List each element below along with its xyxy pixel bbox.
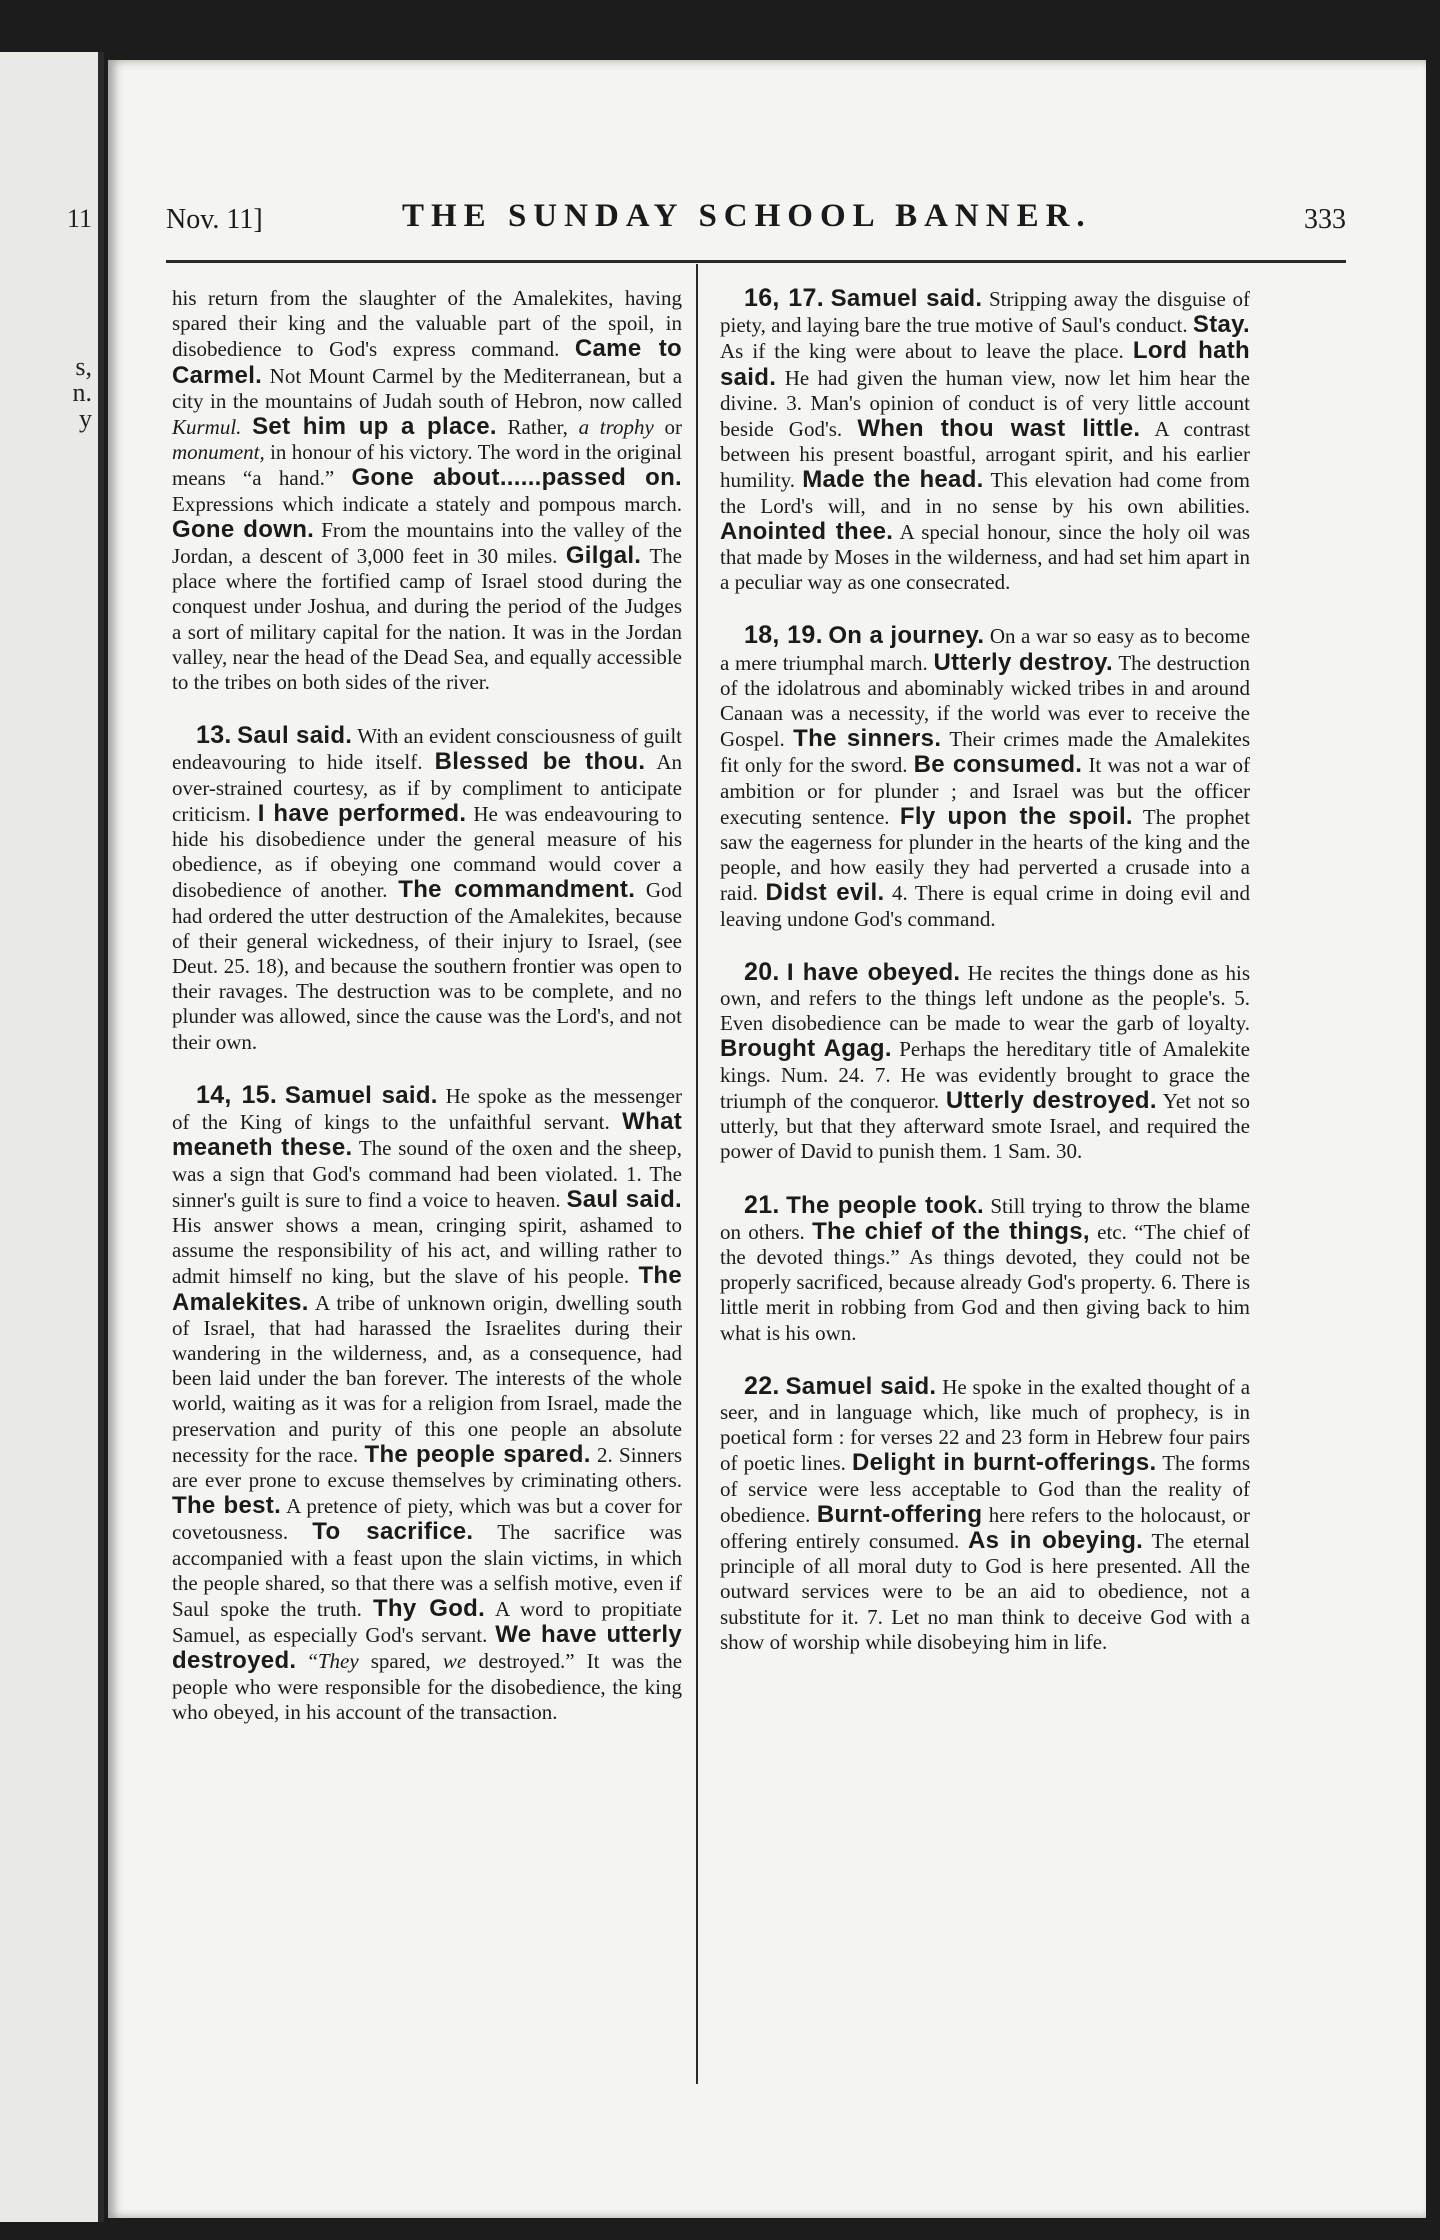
- column-divider: [696, 264, 698, 2084]
- verse-number: 13.: [196, 721, 232, 750]
- heading-anointed-thee: Anointed thee.: [720, 517, 894, 545]
- heading-samuel-said: Samuel said.: [785, 1372, 937, 1400]
- heading-gone-about: Gone about......passed on.: [351, 464, 683, 492]
- paragraph: 13. Saul said. With an evident consciousness of guilt endeavouring to hide itself. Blessed be thou. An over-strained courtesy, as if by compliment to anticipate criticism. I have performed. He was endeavouring to hide his disobedience under the general measure of his obedience, as if obeying one command would cover a disobedience of another. The commandment. God had ordered the utter destruction of the Amalekites, because of their general wickedness, of their injury to Israel, (see Deut. 25. 18), and because the southern frontier was open to their ravages. The destruction was to be complete, and no plunder was allowed, since the cause was the Lord's, and not their own.: [172, 721, 683, 1054]
- margin-fragment: n.: [72, 378, 92, 407]
- heading-utterly-destroyed: Utterly destroyed.: [945, 1086, 1157, 1114]
- heading-delight-in-burnt-offerings: Delight in burnt-offerings.: [852, 1449, 1157, 1477]
- heading-fly-upon-the-spoil: Fly upon the spoil.: [899, 802, 1133, 830]
- heading-as-in-obeying: As in obeying.: [967, 1526, 1144, 1554]
- margin-fragment: s,: [75, 352, 92, 381]
- running-header: [166, 198, 1346, 248]
- verse-number: 18, 19.: [744, 621, 823, 650]
- heading-made-the-head: Made the head.: [802, 466, 984, 494]
- heading-brought-agag: Brought Agag.: [720, 1035, 892, 1063]
- paragraph: 20. I have obeyed. He recites the things done as his own, and refers to the things left undone as the people's. 5. Even disobedience can be made to wear the garb of loyalty. Brought Agag. Perhaps the hereditary title of Amalekite kings. Num. 24. 7. He was evidently brought to grace the triumph of the conqueror. Utterly destroyed. Yet not so utterly, but that they afterward smote Israel, and required the power of David to punish them. 1 Sam. 30.: [720, 957, 1251, 1164]
- paragraph: 16, 17. Samuel said. Stripping away the disguise of piety, and laying bare the true motive of Saul's conduct. Stay. As if the king were about to leave the place. Lord hath said. He had given the human view, now let him hear the divine. 3. Man's opinion of conduct is of very little account beside God's. When thou wast little. A contrast between his present boastful, arrogant spirit, and his earlier humility. Made the head. This elevation had come from the Lord's will, and in no sense by his own abilities. Anointed thee. A special honour, since the holy oil was that made by Moses in the wilderness, and had set him apart in a peculiar way as one consecrated.: [720, 284, 1251, 595]
- heading-on-a-journey: On a journey.: [828, 622, 985, 650]
- heading-stay: Stay.: [1192, 311, 1250, 339]
- left-column: [172, 286, 682, 1753]
- page-number: 333: [1304, 204, 1346, 235]
- heading-samuel-said: Samuel said.: [284, 1081, 438, 1109]
- verse-number: 20.: [744, 957, 780, 986]
- heading-the-sinners: The sinners.: [793, 725, 942, 753]
- heading-blessed-be-thou: Blessed be thou.: [434, 748, 646, 776]
- heading-samuel-said: Samuel said.: [830, 285, 983, 312]
- heading-set-him-up: Set him up a place.: [252, 413, 497, 441]
- heading-saul-said: Saul said.: [566, 1185, 682, 1213]
- header-title: THE SUNDAY SCHOOL BANNER.: [402, 198, 1092, 234]
- paragraph: his return from the slaughter of the Amalekites, having spared their king and the valuable part of the spoil, in disobedience to God's express command. Came to Carmel. Not Mount Carmel by the Mediterranean, but a city in the mountains of Judah south of Hebron, now called Kurmul. Set him up a place. Rather, a trophy or monument, in honour of his victory. The word in the original means “a hand.” Gone about......passed on. Expressions which indicate a stately and pompous march. Gone down. From the mountains into the valley of the Jordan, a descent of 3,000 feet in 30 miles. Gilgal. The place where the fortified camp of Israel stood during the conquest under Joshua, and during the period of the Judges a sort of military capital for the nation. It was in the Jordan valley, near the head of the Dead Sea, and equally accessible to the tribes on both sides of the river.: [172, 286, 683, 695]
- heading-gilgal: Gilgal.: [565, 542, 642, 570]
- heading-the-commandment: The commandment.: [398, 876, 636, 904]
- heading-lord-hath-said: Lord hath said.: [720, 337, 1250, 391]
- heading-came-to-carmel: Came to Carmel.: [172, 335, 682, 389]
- verse-number: 22.: [744, 1371, 780, 1400]
- paragraph: 21. The people took. Still trying to throw the blame on others. The chief of the things, etc. “The chief of the devoted things.” As things devoted, they could not be properly sacrificed, because already God's property. 6. There is little merit in robbing from God and then giving back to him what is his own.: [720, 1190, 1251, 1345]
- verse-number: 21.: [744, 1190, 780, 1219]
- heading-i-have-performed: I have performed.: [257, 799, 467, 827]
- heading-be-consumed: Be consumed.: [913, 751, 1083, 779]
- margin-fragment: y: [79, 404, 92, 433]
- verse-number: 14, 15.: [196, 1080, 278, 1109]
- facing-page-edge: [0, 52, 104, 2222]
- margin-fragment: 11: [66, 204, 92, 233]
- heading-chief-of-the-things: The chief of the things,: [812, 1217, 1090, 1245]
- heading-burnt-offering: Burnt-offering: [816, 1500, 983, 1528]
- heading-gone-down: Gone down.: [172, 515, 315, 543]
- heading-people-spared: The people spared.: [364, 1440, 591, 1468]
- book-page: [108, 60, 1426, 2218]
- heading-i-have-obeyed: I have obeyed.: [786, 958, 961, 986]
- paragraph: 18, 19. On a journey. On a war so easy as to become a mere triumphal march. Utterly destroy. The destruction of the idolatrous and abominably wicked tribes in and around Canaan was a necessity, if the world was ever to receive the Gospel. The sinners. Their crimes made the Amalekites fit only for the sword. Be consumed. It was not a war of ambition or for plunder ; and Israel was but the officer executing sentence. Fly upon the spoil. The prophet saw the eagerness for plunder in the hearts of the king and the people, and how easily they had perverted a crusade into a raid. Didst evil. 4. There is equal crime in doing evil and leaving undone God's command.: [720, 621, 1251, 931]
- heading-thy-god: Thy God.: [372, 1594, 486, 1622]
- paragraph: 22. Samuel said. He spoke in the exalted thought of a seer, and in language which, like much of prophecy, is in poetical form : for verses 22 and 23 form in Hebrew four pairs of poetic lines. Delight in burnt-offerings. The forms of service were less acceptable to God than the reality of obedience. Burnt-offering here refers to the holocaust, or offering entirely consumed. As in obeying. The eternal principle of all moral duty to God is here presented. All the outward services were to be an aid to obedience, not a substitute for it. 7. Let no man think to deceive God with a show of worship while disobeying him in life.: [720, 1371, 1251, 1654]
- heading-didst-evil: Didst evil.: [765, 879, 885, 907]
- paragraph: 14, 15. Samuel said. He spoke as the messenger of the King of kings to the unfaithful servant. What meaneth these. The sound of the oxen and the sheep, was a sign that God's command had been violated. 1. The sinner's guilt is sure to find a voice to heaven. Saul said. His answer shows a mean, cringing spirit, ashamed to assume the responsibility of his act, and willing rather to admit himself no king, but the slave of his people. The Amalekites. A tribe of unknown origin, dwelling south of Israel, that had harassed the Israelites during their wandering in the wilderness, and, as a consequence, had been laid under the ban forever. The interests of the whole world, waiting as it was for a religion from Israel, made the preservation and purity of this one people an absolute necessity for the race. The people spared. 2. Sinners are ever prone to excuse themselves by criminating others. The best. A pretence of piety, which was but a cover for covetousness. To sacrifice. The sacrifice was accompanied with a feast upon the slain victims, in which the people shared, so that there was a selfish motive, even if Saul spoke the truth. Thy God. A word to propitiate Samuel, as especially God's servant. We have utterly destroyed. “They spared, we destroyed.” It was the people who were responsible for the disobedience, the king who obeyed, in his account of the transaction.: [172, 1080, 683, 1724]
- header-rule: [166, 260, 1346, 263]
- heading-the-best: The best.: [172, 1492, 282, 1520]
- right-column: [720, 286, 1250, 1683]
- verse-number: 16, 17.: [744, 284, 824, 312]
- heading-saul-said: Saul said.: [237, 722, 353, 750]
- heading-we-have-destroyed: We have utterly destroyed.: [172, 1621, 682, 1675]
- header-date: Nov. 11]: [166, 204, 263, 235]
- heading-the-amalekites: The Amalekites.: [172, 1262, 683, 1316]
- heading-when-thou-wast-little: When thou wast little.: [857, 415, 1141, 443]
- heading-the-people-took: The people took.: [786, 1191, 984, 1219]
- heading-to-sacrifice: To sacrifice.: [312, 1518, 474, 1546]
- heading-utterly-destroy: Utterly destroy.: [933, 648, 1113, 676]
- heading-what-meaneth: What meaneth these.: [172, 1108, 683, 1162]
